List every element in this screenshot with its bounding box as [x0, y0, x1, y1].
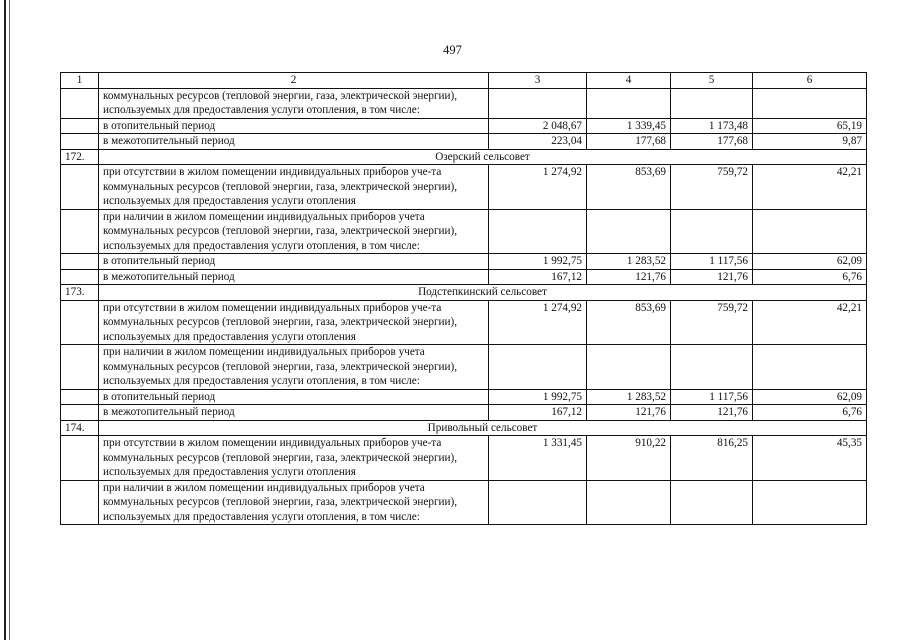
col-header-2: 2: [99, 73, 489, 89]
value-col-4: 1 339,45: [587, 118, 671, 134]
value-col-5: 121,76: [671, 405, 753, 421]
row-number: [61, 345, 99, 390]
row-number: [61, 165, 99, 210]
section-number: 174.: [61, 420, 99, 436]
value-col-5: 1 173,48: [671, 118, 753, 134]
table-header-row: [61, 73, 867, 89]
value-col-4: 121,76: [587, 405, 671, 421]
row-number: [61, 389, 99, 405]
value-col-3: [489, 88, 587, 118]
value-col-6: 42,21: [753, 165, 867, 210]
value-col-4: [587, 209, 671, 254]
value-col-6: 62,09: [753, 254, 867, 270]
value-col-6: 6,76: [753, 269, 867, 285]
row-number: [61, 480, 99, 525]
value-col-5: 759,72: [671, 300, 753, 345]
row-number: [61, 118, 99, 134]
row-number: [61, 254, 99, 270]
value-col-4: 853,69: [587, 165, 671, 210]
value-col-5: 177,68: [671, 134, 753, 150]
row-description: в межотопительный период: [99, 405, 489, 421]
value-col-5: 1 117,56: [671, 254, 753, 270]
table-row: [61, 254, 867, 270]
value-col-3: 167,12: [489, 405, 587, 421]
table-row: [61, 134, 867, 150]
value-col-5: 816,25: [671, 436, 753, 481]
row-description: при наличии в жилом помещении индивидуальных приборов учета коммунальных ресурсов (тепловой энергии, газа, электрической энергии), используемых для предоставления услуги отопления, в том числе:: [99, 345, 489, 390]
row-number: [61, 436, 99, 481]
table-row: [61, 165, 867, 210]
value-col-6: [753, 209, 867, 254]
value-col-5: [671, 480, 753, 525]
row-number: [61, 88, 99, 118]
value-col-6: 45,35: [753, 436, 867, 481]
row-description: коммунальных ресурсов (тепловой энергии, газа, электрической энергии), используемых для предоставления услуги отопления, в том числе:: [99, 88, 489, 118]
table-row: [61, 436, 867, 481]
section-number: 173.: [61, 285, 99, 301]
table-row: [61, 405, 867, 421]
value-col-3: [489, 345, 587, 390]
row-description: при отсутствии в жилом помещении индивидуальных приборов уче-та коммунальных ресурсов (тепловой энергии, газа, электрической энергии), используемых для предоставления услуги отопления: [99, 436, 489, 481]
col-header-4: 4: [587, 73, 671, 89]
section-title: Подстепкинский сельсовет: [99, 285, 867, 301]
value-col-3: 1 274,92: [489, 300, 587, 345]
value-col-3: 1 992,75: [489, 254, 587, 270]
table-row: [61, 480, 867, 525]
row-description: при отсутствии в жилом помещении индивидуальных приборов уче-та коммунальных ресурсов (тепловой энергии, газа, электрической энергии), используемых для предоставления услуги отопления: [99, 300, 489, 345]
col-header-5: 5: [671, 73, 753, 89]
tariff-table: [60, 72, 867, 525]
value-col-3: 1 992,75: [489, 389, 587, 405]
row-description: при наличии в жилом помещении индивидуальных приборов учета коммунальных ресурсов (тепловой энергии, газа, электрической энергии), используемых для предоставления услуги отопления, в том числе:: [99, 209, 489, 254]
row-description: в отопительный период: [99, 389, 489, 405]
row-description: в отопительный период: [99, 254, 489, 270]
value-col-5: 121,76: [671, 269, 753, 285]
table-row: [61, 118, 867, 134]
row-description: при отсутствии в жилом помещении индивидуальных приборов уче-та коммунальных ресурсов (тепловой энергии, газа, электрической энергии), используемых для предоставления услуги отопления: [99, 165, 489, 210]
value-col-6: 62,09: [753, 389, 867, 405]
table-row: [61, 389, 867, 405]
value-col-6: [753, 480, 867, 525]
section-title: Озерский сельсовет: [99, 149, 867, 165]
value-col-4: 853,69: [587, 300, 671, 345]
row-number: [61, 269, 99, 285]
value-col-4: 121,76: [587, 269, 671, 285]
row-number: [61, 405, 99, 421]
value-col-3: [489, 209, 587, 254]
value-col-4: 177,68: [587, 134, 671, 150]
row-description: в межотопительный период: [99, 269, 489, 285]
value-col-5: 759,72: [671, 165, 753, 210]
table-row: [61, 209, 867, 254]
section-title: Привольный сельсовет: [99, 420, 867, 436]
value-col-3: 1 274,92: [489, 165, 587, 210]
table-row: [61, 88, 867, 118]
table-row: [61, 345, 867, 390]
value-col-6: [753, 88, 867, 118]
page-binding-edge-inner: [9, 0, 10, 640]
value-col-6: 65,19: [753, 118, 867, 134]
row-description: в отопительный период: [99, 118, 489, 134]
value-col-4: [587, 480, 671, 525]
row-number: [61, 300, 99, 345]
row-number: [61, 134, 99, 150]
value-col-3: 1 331,45: [489, 436, 587, 481]
value-col-5: [671, 88, 753, 118]
section-row: [61, 420, 867, 436]
value-col-4: 1 283,52: [587, 389, 671, 405]
value-col-3: [489, 480, 587, 525]
row-description: в межотопительный период: [99, 134, 489, 150]
table-row: [61, 300, 867, 345]
value-col-5: [671, 209, 753, 254]
value-col-3: 2 048,67: [489, 118, 587, 134]
value-col-6: 42,21: [753, 300, 867, 345]
page-number: 497: [443, 43, 462, 57]
section-number: 172.: [61, 149, 99, 165]
page-binding-edge: [4, 0, 6, 640]
value-col-4: [587, 88, 671, 118]
value-col-5: [671, 345, 753, 390]
value-col-6: [753, 345, 867, 390]
value-col-3: 167,12: [489, 269, 587, 285]
section-row: [61, 149, 867, 165]
value-col-5: 1 117,56: [671, 389, 753, 405]
value-col-3: 223,04: [489, 134, 587, 150]
value-col-4: [587, 345, 671, 390]
col-header-1: 1: [61, 73, 99, 89]
row-description: при наличии в жилом помещении индивидуальных приборов учета коммунальных ресурсов (тепловой энергии, газа, электрической энергии), используемых для предоставления услуги отопления, в том числе:: [99, 480, 489, 525]
table-row: [61, 269, 867, 285]
value-col-6: 9,87: [753, 134, 867, 150]
section-row: [61, 285, 867, 301]
col-header-6: 6: [753, 73, 867, 89]
value-col-4: 910,22: [587, 436, 671, 481]
col-header-3: 3: [489, 73, 587, 89]
value-col-6: 6,76: [753, 405, 867, 421]
value-col-4: 1 283,52: [587, 254, 671, 270]
row-number: [61, 209, 99, 254]
